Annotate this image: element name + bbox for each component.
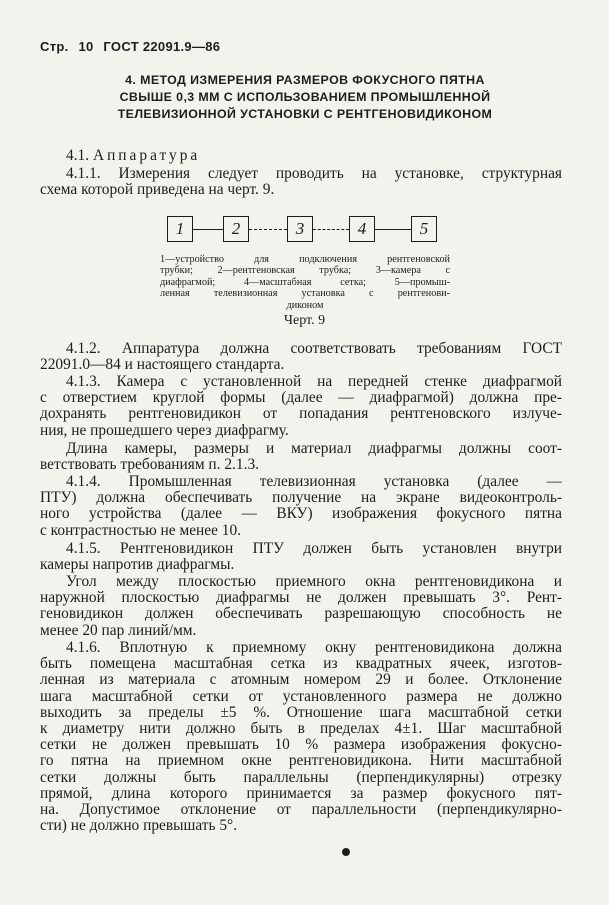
diagram-box-3: 3 (287, 216, 313, 242)
paragraph-4-1-2 (40, 341, 562, 373)
text-line: 4.1.6. Вплотную к приемному окну рентгеновидикона должна (66, 640, 562, 656)
paragraph-4-1-3-cont (40, 441, 562, 473)
caption-line: диконом (286, 299, 324, 311)
text-line: 4.1.3. Камера с установленной на передней стенке диафрагмой (66, 374, 562, 390)
text-line: дохранять рентгеновидикон от попадания рентгеновского излуче- (40, 406, 562, 423)
text-line: шага масштабной сетки от установленного размера не должно (40, 688, 562, 705)
text-line: 4.1.1. Измерения следует проводить на установке, структурная (66, 166, 562, 182)
paragraph-4-1-5-cont (40, 574, 562, 639)
text-line: наружной плоскостью диафрагмы не должен превышать 3°. Рент- (40, 590, 562, 607)
text-line: 22091.0—84 и настоящего стандарта. (40, 357, 285, 374)
text-line: сти) не должно превышать 5°. (40, 818, 238, 835)
text-line: сетки должны быть параллельны (перпендикулярны) отрезку (40, 769, 562, 786)
diagram-box-5: 5 (411, 216, 437, 242)
text-line: 4.1.4. Промышленная телевизионная установка (далее — (66, 474, 562, 490)
connector-dashed-line (313, 229, 349, 230)
paragraph-4-1-1 (40, 166, 562, 198)
text-line: ПТУ) должна обеспечивать получение на экране видеоконтроль- (40, 490, 562, 507)
subsection-title: Аппаратура (92, 148, 201, 164)
paragraph-4-1-6 (40, 640, 562, 834)
text-line: ния, не прошедшего через диафрагму. (40, 422, 289, 439)
diagram-box-2: 2 (223, 216, 249, 242)
text-line: Длина камеры, размеры и материал диафрагмы должны соот- (66, 441, 562, 457)
text-line: 4.1.5. Рентгеновидикон ПТУ должен быть установлен внутри (66, 541, 562, 557)
text-line: быть помещена масштабная сетка из квадратных ячеек, изготов- (40, 656, 562, 673)
ink-dot (342, 848, 350, 856)
text-line: 4.1.2. Аппаратура должна соответствовать требованиям ГОСТ (66, 341, 562, 357)
text-line: камеры напротив диафрагмы. (40, 557, 235, 574)
diagram-box-4: 4 (349, 216, 375, 242)
page-header (40, 39, 226, 54)
text-line: менее 20 пар линий/мм. (40, 622, 197, 639)
text-line: ленная из материала с атомным номером 29 и более. Отклонение (40, 672, 562, 689)
paragraph-4-1-5 (40, 541, 562, 573)
text-line: го пятна на приемном окне рентгеновидикона. Нити масштабной (40, 753, 562, 770)
caption-line: 1—устройство для подключения рентгеновской (160, 254, 450, 265)
text-line: ветствовать требованиям п. 2.1.3. (40, 457, 259, 474)
subsection-heading (40, 148, 562, 164)
standard-code: ГОСТ 22091.9—86 (103, 39, 221, 54)
text-line: прямой, длина которого принимается за размер фокусного пят- (40, 785, 562, 802)
text-line: схема которой приведена на черт. 9. (40, 182, 275, 199)
caption-line: ленная телевизионная установка с рентгенови- (160, 288, 450, 300)
section-title-line: СВЫШЕ 0,3 ММ С ИСПОЛЬЗОВАНИЕМ ПРОМЫШЛЕННОЙ (119, 90, 491, 104)
connector-line (375, 229, 411, 230)
section-title-line: 4. МЕТОД ИЗМЕРЕНИЯ РАЗМЕРОВ ФОКУСНОГО ПЯТНА (125, 73, 485, 87)
text-line: к диаметру нити должно быть в пределах 4±1. Шаг масштабной (40, 721, 562, 738)
caption-line: диафрагмой; 4—масштабная сетка; 5—промыш- (160, 276, 450, 288)
text-line: сетки не должен превышать 10 % размера изображения фокусно- (40, 737, 562, 754)
text-line: на. Допустимое отклонение от параллельности (перпендикулярно- (40, 802, 562, 819)
diagram-box-1: 1 (167, 216, 193, 242)
figure-caption (160, 254, 450, 311)
paragraph-4-1-4 (40, 474, 562, 539)
text-line: геновидикон должен обеспечивать разрешающую способность не (40, 606, 562, 623)
caption-line: трубки; 2—рентгеновская трубка; 3—камера с (160, 265, 450, 277)
block-diagram (165, 214, 445, 244)
figure-label: Черт. 9 (283, 313, 326, 328)
text-line: выходить за пределы ±5 %. Отношение шага масштабной сетки (40, 704, 562, 721)
text-line: с отверстием круглой формы (далее — диафрагмой) должна пре- (40, 390, 562, 407)
text-line: Угол между плоскостью приемного окна рентгеновидикона и (66, 574, 562, 590)
page-number: 10 (78, 39, 94, 54)
subsection-number: 4.1. (66, 148, 90, 164)
text-line: с контрастностью не менее 10. (40, 522, 242, 539)
section-title (40, 72, 570, 123)
connector-line (193, 229, 223, 230)
connector-dashed-line (249, 229, 287, 230)
section-title-line: ТЕЛЕВИЗИОННОЙ УСТАНОВКИ С РЕНТГЕНОВИДИКОНОМ (117, 107, 493, 121)
text-line: ного устройства (далее — ВКУ) изображения фокусного пятна (40, 506, 562, 523)
page-label: Стр. (40, 39, 69, 54)
paragraph-4-1-3 (40, 374, 562, 439)
